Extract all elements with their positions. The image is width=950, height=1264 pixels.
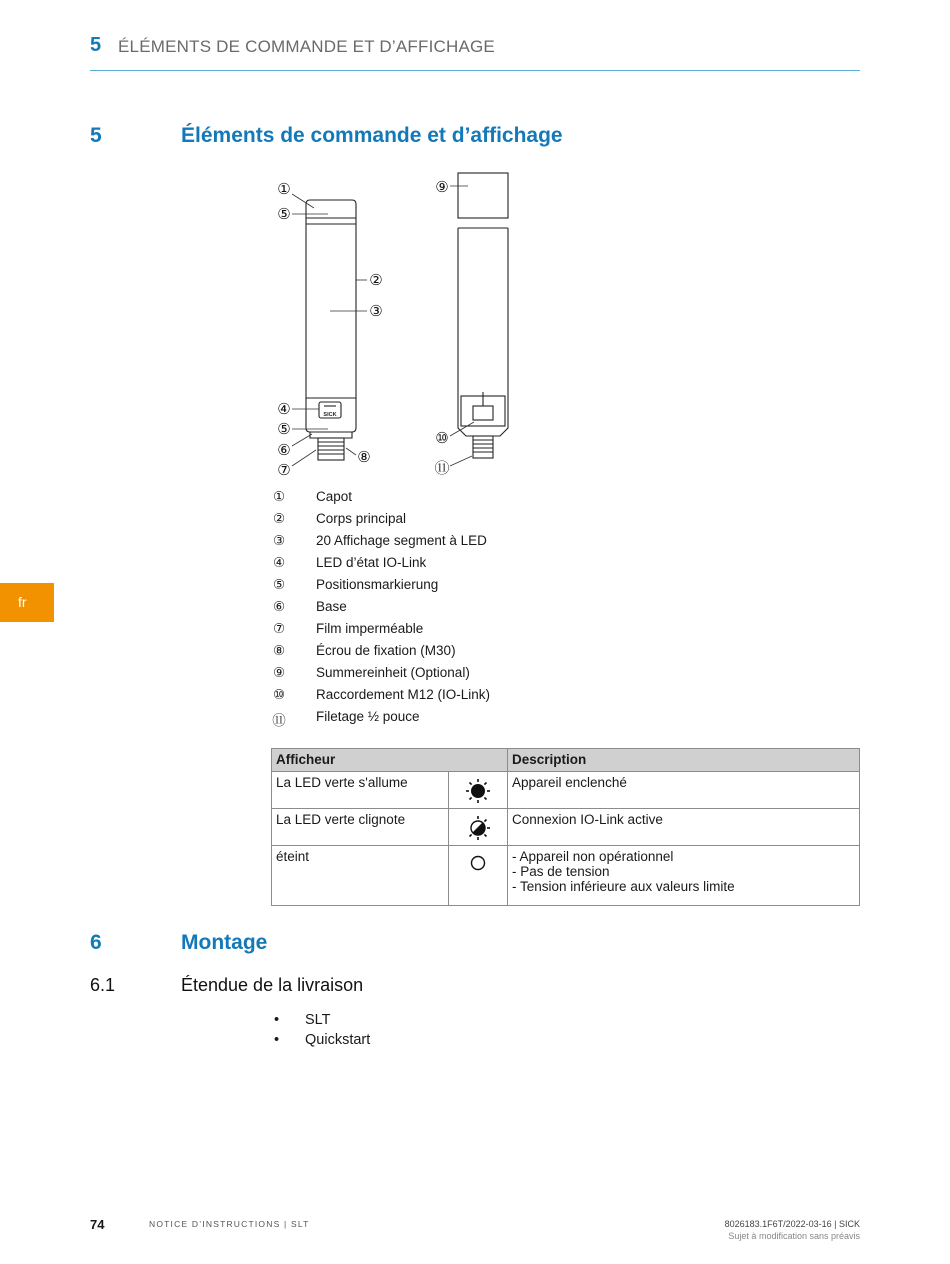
- description-line: Connexion IO-Link active: [512, 812, 663, 827]
- footer-document-title: NOTICE D’INSTRUCTIONS | SLT: [149, 1219, 310, 1229]
- legend-number: ⑥: [272, 599, 286, 614]
- callout-10: ⑩: [435, 429, 449, 447]
- icon-cell: [449, 809, 508, 846]
- footer-reference: [725, 1218, 860, 1242]
- description-cell: [508, 772, 860, 809]
- legend-number: ④: [272, 555, 286, 570]
- table-header-row: [272, 749, 860, 772]
- footer-doc-ref: 8026183.1F6T/2022-03-16 | SICK: [724, 1219, 860, 1229]
- legend-text: 20 Affichage segment à LED: [316, 533, 487, 548]
- left-device-body: [306, 200, 356, 398]
- legend-text: Base: [316, 599, 347, 614]
- legend-number: ③: [272, 533, 286, 548]
- display-cell: éteint: [272, 846, 449, 906]
- section-6-title: Montage: [181, 931, 268, 954]
- callout-11: ⑪: [434, 459, 450, 477]
- callout-3: ③: [369, 302, 383, 320]
- legend-item: [271, 555, 571, 577]
- description-line: Appareil enclenché: [512, 775, 627, 790]
- display-table: [271, 748, 860, 906]
- led-flashing-icon: [464, 814, 492, 842]
- legend-text: Summereinheit (Optional): [316, 665, 470, 680]
- legend-item: [271, 665, 571, 687]
- legend-text: Positionsmarkierung: [316, 577, 439, 592]
- callout-5-top: ⑤: [277, 205, 291, 223]
- running-header: [90, 34, 860, 71]
- column-header-display: Afficheur: [272, 749, 508, 772]
- icon-cell: [449, 846, 508, 906]
- legend-number: ①: [272, 489, 286, 504]
- callout-5-bottom: ⑤: [277, 420, 291, 438]
- legend-item: [271, 687, 571, 709]
- description-cell: [508, 846, 860, 906]
- legend-item: [271, 577, 571, 599]
- led-off-icon: [464, 851, 492, 879]
- legend-item: [271, 489, 571, 511]
- callout-9: ⑨: [435, 178, 449, 196]
- section-5-title: Éléments de commande et d’affichage: [181, 124, 563, 147]
- legend-text: Filetage ½ pouce: [316, 709, 420, 724]
- callout-4: ④: [277, 400, 291, 418]
- callout-7: ⑦: [277, 461, 291, 479]
- display-cell: La LED verte clignote: [272, 809, 449, 846]
- device-figure: [268, 166, 528, 482]
- page-number: 74: [90, 1217, 105, 1232]
- description-cell: [508, 809, 860, 846]
- legend-number: ⑩: [272, 687, 286, 702]
- legend-text: Écrou de fixation (M30): [316, 643, 456, 658]
- section-6-1-title: Étendue de la livraison: [181, 975, 364, 995]
- callout-2: ②: [369, 271, 383, 289]
- led-on-icon: [464, 777, 492, 805]
- legend-number: ⑦: [272, 621, 286, 636]
- legend-text: Corps principal: [316, 511, 407, 526]
- legend-number: ⑨: [272, 665, 286, 680]
- legend-item: [271, 599, 571, 621]
- callout-8: ⑧: [357, 448, 371, 466]
- column-header-description: Description: [508, 749, 860, 772]
- language-tab: fr: [0, 583, 54, 622]
- bullet-marker: •: [274, 1012, 280, 1028]
- legend-text: Raccordement M12 (IO-Link): [316, 687, 491, 702]
- legend-item: [271, 511, 571, 533]
- header-chapter-number: 5: [90, 34, 102, 56]
- table-row: [272, 846, 860, 906]
- bullet-marker: •: [274, 1032, 280, 1048]
- icon-cell: [449, 772, 508, 809]
- section-5-number: 5: [90, 124, 102, 147]
- table-row: [272, 809, 860, 846]
- legend-item: [271, 533, 571, 555]
- section-6-number: 6: [90, 931, 102, 954]
- description-line: - Tension inférieure aux valeurs limite: [512, 879, 735, 894]
- callout-6: ⑥: [277, 441, 291, 459]
- section-6-1-number: 6.1: [90, 975, 116, 995]
- description-line: - Appareil non opérationnel: [512, 849, 674, 864]
- sick-logo: SICK: [323, 412, 337, 418]
- header-chapter-title: ÉLÉMENTS DE COMMANDE ET D’AFFICHAGE: [118, 37, 495, 56]
- right-device-buzzer: [458, 173, 508, 218]
- legend-number: ⑪: [272, 713, 286, 728]
- list-item-text: SLT: [305, 1012, 331, 1028]
- right-device-thread: [473, 436, 493, 458]
- legend-text: Capot: [316, 489, 353, 504]
- footer-note: Sujet à modification sans préavis: [728, 1231, 860, 1241]
- legend-item: [271, 621, 571, 643]
- legend-number: ⑤: [272, 577, 286, 592]
- legend-item: [271, 709, 571, 731]
- legend-item: [271, 643, 571, 665]
- table-row: [272, 772, 860, 809]
- description-line: - Pas de tension: [512, 864, 610, 879]
- legend-number: ⑧: [272, 643, 286, 658]
- display-cell: La LED verte s'allume: [272, 772, 449, 809]
- legend-text: LED d’état IO-Link: [316, 555, 427, 570]
- legend-number: ②: [272, 511, 286, 526]
- legend-text: Film imperméable: [316, 621, 424, 636]
- callout-1: ①: [277, 180, 291, 198]
- list-item-text: Quickstart: [305, 1032, 371, 1048]
